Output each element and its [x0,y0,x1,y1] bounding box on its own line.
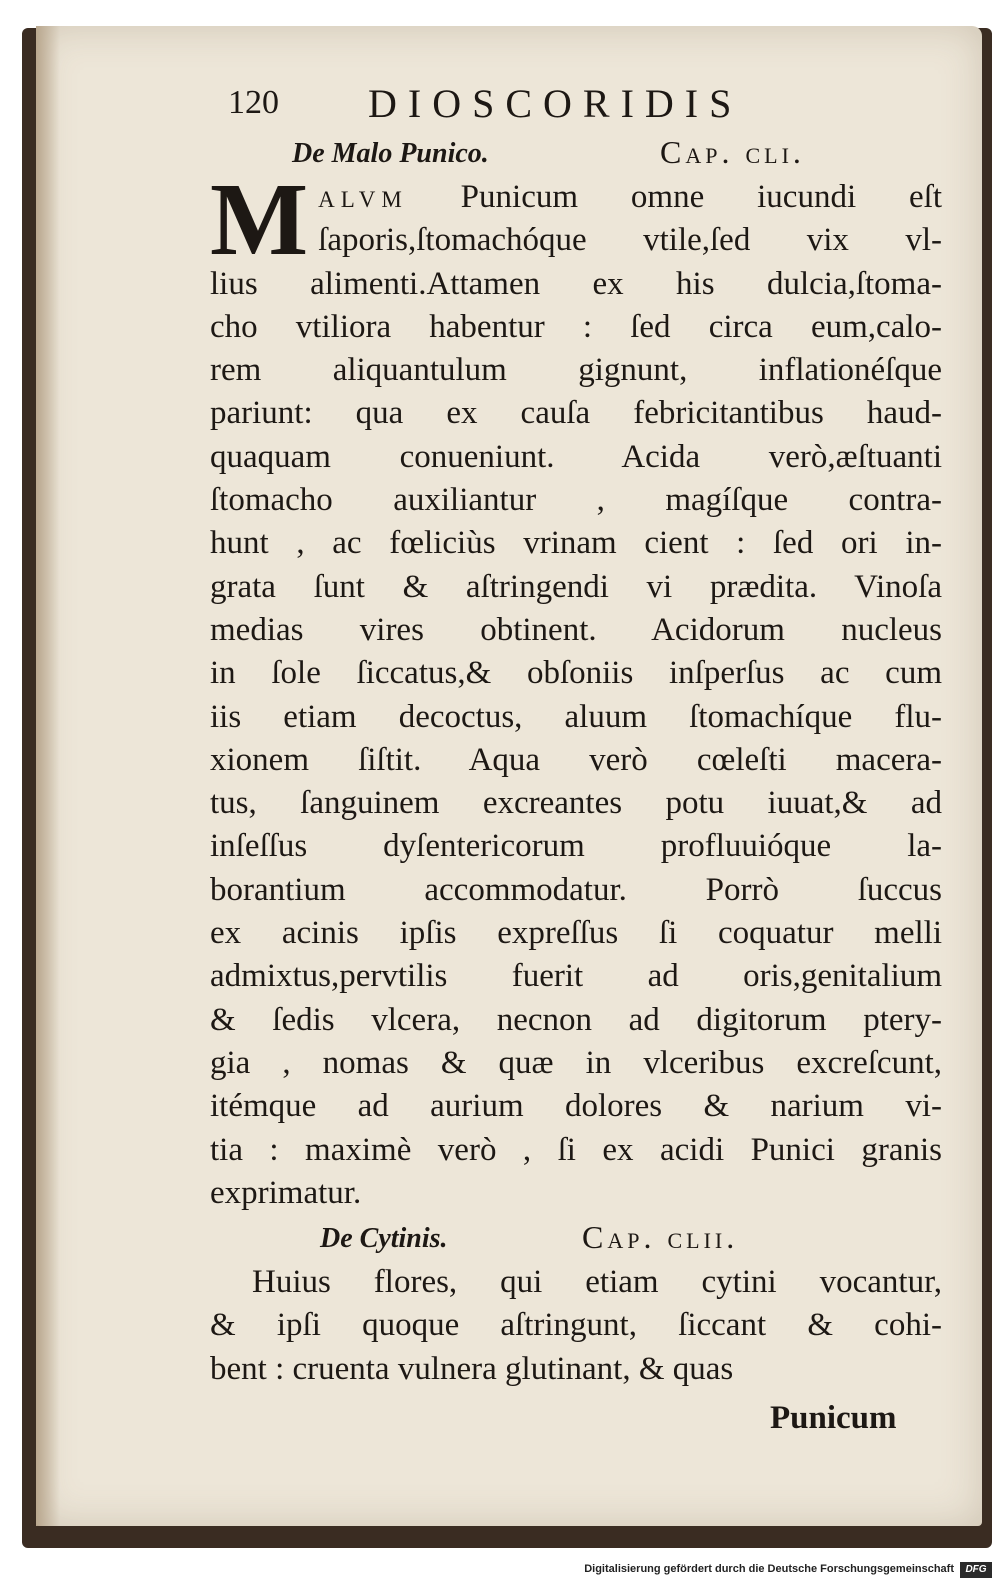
text-line: ex acinis ipſis expreſſus ſi coquatur melli [210,915,942,952]
text-line: cho vtiliora habentur : ſed circa eum,calo- [210,308,942,345]
text-line: bent : cruenta vulnera glutinant, & quas [210,1350,734,1387]
chapter-body [210,1261,942,1391]
text-line: iis etiam decoctus, aluum ſtomachíque flu- [210,698,942,735]
text-line: ſaporis,ſtomachóque vtile,ſed vix vl- [318,222,942,259]
digitization-credit: Digitalisierung gefördert durch die Deutsche Forschungsgemeinschaft [584,1563,954,1575]
text-line: medias vires obtinent. Acidorum nucleus [210,611,942,648]
chapter-number: Cap. cli. [660,134,805,170]
text-line: & ipſi quoque aſtringunt, ſiccant & cohi- [210,1307,942,1344]
chapter-title: De Cytinis. [320,1223,448,1255]
text-line: lius alimenti.Attamen ex his dulcia,ſtoma- [210,265,942,302]
text-line: Huius flores, qui etiam cytini vocantur, [252,1264,942,1301]
chapter-body [210,162,942,1215]
running-head [210,80,942,132]
text-line: tus, ſanguinem excreantes potu iuuat,& ad [210,785,942,822]
text-line: quaquam conueniunt. Acida verò,æſtuanti [210,438,942,475]
text-line: hunt , ac fœliciùs vrinam cient : ſed ori in- [210,525,942,562]
text-line: pariunt: qua ex cauſa febricitantibus haud- [210,395,942,432]
text-line: ſtomacho auxiliantur , magíſque contra- [210,482,942,519]
catchword: Punicum [770,1400,897,1436]
text-line: inſeſſus dyſentericorum profluuióque la- [210,828,942,865]
text-line: borantium accommodatur. Porrò ſuccus [210,871,942,908]
opening-small-caps: alvm [318,179,408,215]
text-line: in ſole ſiccatus,& obſoniis inſperſus ac cum [210,655,942,692]
drop-cap: M [210,162,309,277]
text-line: exprimatur. [210,1174,362,1211]
running-title: DIOSCORIDIS [368,81,743,126]
text-line: itémque ad aurium dolores & narium vi- [210,1088,942,1125]
text-line: gia , nomas & quæ in vlceribus excreſcunt, [210,1044,942,1081]
chapter-number: Cap. clii. [582,1219,739,1256]
text-line: rem aliquantulum gignunt, inflationéſque [210,352,942,389]
dfg-logo: DFG [960,1562,992,1578]
text-line: xionem ſiſtit. Aqua verò cœleſti macera- [210,741,942,778]
text-line: admixtus,pervtilis fuerit ad oris,genitalium [210,958,942,995]
chapter-title: De Malo Punico. [292,138,489,169]
text-line [210,176,942,219]
text-block [210,80,942,1391]
text-line: grata ſunt & aſtringendi vi prædita. Vinoſa [210,568,942,605]
text-line: tia : maximè verò , ſi ex acidi Punici granis [210,1131,942,1168]
text-line: & ſedis vlcera, necnon ad digitorum ptery- [210,1001,942,1038]
chapter-heading [210,132,942,176]
page-number: 120 [228,84,279,121]
page-gutter-shadow [36,26,60,1526]
text-line-content: Punicum omne iucundi eſt [407,179,942,215]
chapter-heading [210,1217,942,1261]
